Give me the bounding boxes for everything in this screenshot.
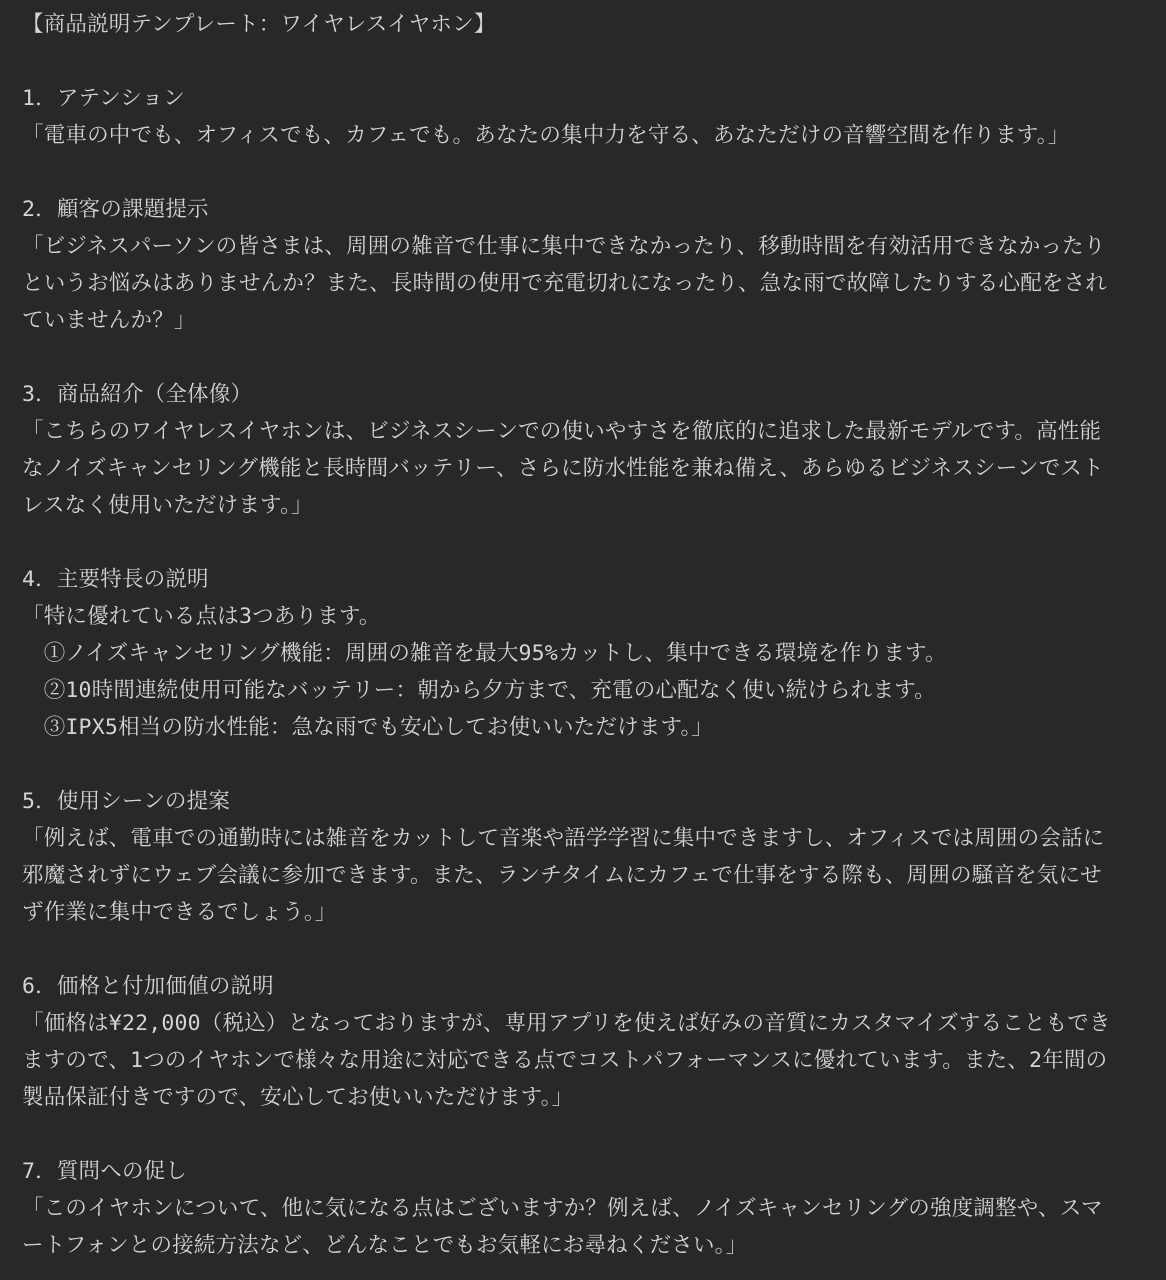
- section-text-line: ートフォンとの接続方法など、どんなことでもお気軽にお尋ねください。」: [22, 1233, 748, 1258]
- section-text-line: 「こちらのワイヤレスイヤホンは、ビジネスシーンでの使いやすさを徹底的に追求した最新モデルです。高性能: [22, 419, 1102, 444]
- section-heading: 1．アテンション: [22, 86, 186, 111]
- section-text-line: なノイズキャンセリング機能と長時間バッテリー、さらに防水性能を兼ね備え、あらゆるビジネスシーンでスト: [22, 456, 1104, 481]
- spacer: [22, 339, 1152, 376]
- section-text-line: 「このイヤホンについて、他に気になる点はございますか？例えば、ノイズキャンセリングの強度調整や、スマ: [22, 1196, 1103, 1221]
- feature-item: ①ノイズキャンセリング機能：周囲の雑音を最大95%カットし、集中できる環境を作ります。: [22, 641, 947, 666]
- section-text-line: 「価格は¥22,000（税込）となっておりますが、専用アプリを使えば好みの音質にカスタマイズすることもでき: [22, 1011, 1111, 1036]
- section-text-line: ず作業に集中できるでしょう。」: [22, 900, 337, 925]
- feature-item: ②10時間連続使用可能なバッテリー：朝から夕方まで、充電の心配なく使い続けられます。: [22, 678, 936, 703]
- section-5: [22, 783, 1152, 931]
- section-6: [22, 968, 1152, 1116]
- document-body: [22, 6, 1152, 1264]
- section-text-line: 製品保証付きですので、安心してお使いいただけます。」: [22, 1085, 574, 1110]
- section-text-line: ますので、1つのイヤホンで様々な用途に対応できる点でコストパフォーマンスに優れています。また、2年間の: [22, 1048, 1108, 1073]
- spacer: [22, 931, 1152, 968]
- section-7: [22, 1153, 1152, 1264]
- section-text-line: というお悩みはありませんか？また、長時間の使用で充電切れになったり、急な雨で故障したりする心配をされ: [22, 271, 1108, 296]
- section-heading: 7．質問への促し: [22, 1159, 188, 1184]
- section-text-line: ていませんか？」: [22, 308, 196, 333]
- feature-item: ③IPX5相当の防水性能：急な雨でも安心してお使いいただけます。」: [22, 715, 714, 740]
- section-text-line: 「特に優れている点は3つあります。: [22, 604, 381, 629]
- section-text-line: 「電車の中でも、オフィスでも、カフェでも。あなたの集中力を守る、あなただけの音響空間を作ります。」: [22, 123, 1070, 148]
- section-heading: 6．価格と付加価値の説明: [22, 974, 274, 999]
- section-heading: 3．商品紹介（全体像）: [22, 382, 253, 407]
- document-title: 【商品説明テンプレート：ワイヤレスイヤホン】: [22, 12, 496, 37]
- section-1: [22, 80, 1152, 154]
- section-3: [22, 376, 1152, 524]
- spacer: [22, 154, 1152, 191]
- spacer: [22, 1116, 1152, 1153]
- section-text-line: レスなく使用いただけます。」: [22, 493, 313, 518]
- section-heading: 2．顧客の課題提示: [22, 197, 209, 222]
- section-text-line: 邪魔されずにウェブ会議に参加できます。また、ランチタイムにカフェで仕事をする際も、周囲の騒音を気にせ: [22, 863, 1102, 888]
- section-2: [22, 191, 1152, 339]
- section-heading: 4．主要特長の説明: [22, 567, 209, 592]
- section-heading: 5．使用シーンの提案: [22, 789, 231, 814]
- spacer: [22, 746, 1152, 783]
- spacer: [22, 524, 1152, 561]
- section-text-line: 「例えば、電車での通勤時には雑音をカットして音楽や語学学習に集中できますし、オフィスでは周囲の会話に: [22, 826, 1105, 851]
- section-4: [22, 561, 1152, 746]
- spacer: [22, 43, 1152, 80]
- section-text-line: 「ビジネスパーソンの皆さまは、周囲の雑音で仕事に集中できなかったり、移動時間を有効活用できなかったり: [22, 234, 1106, 259]
